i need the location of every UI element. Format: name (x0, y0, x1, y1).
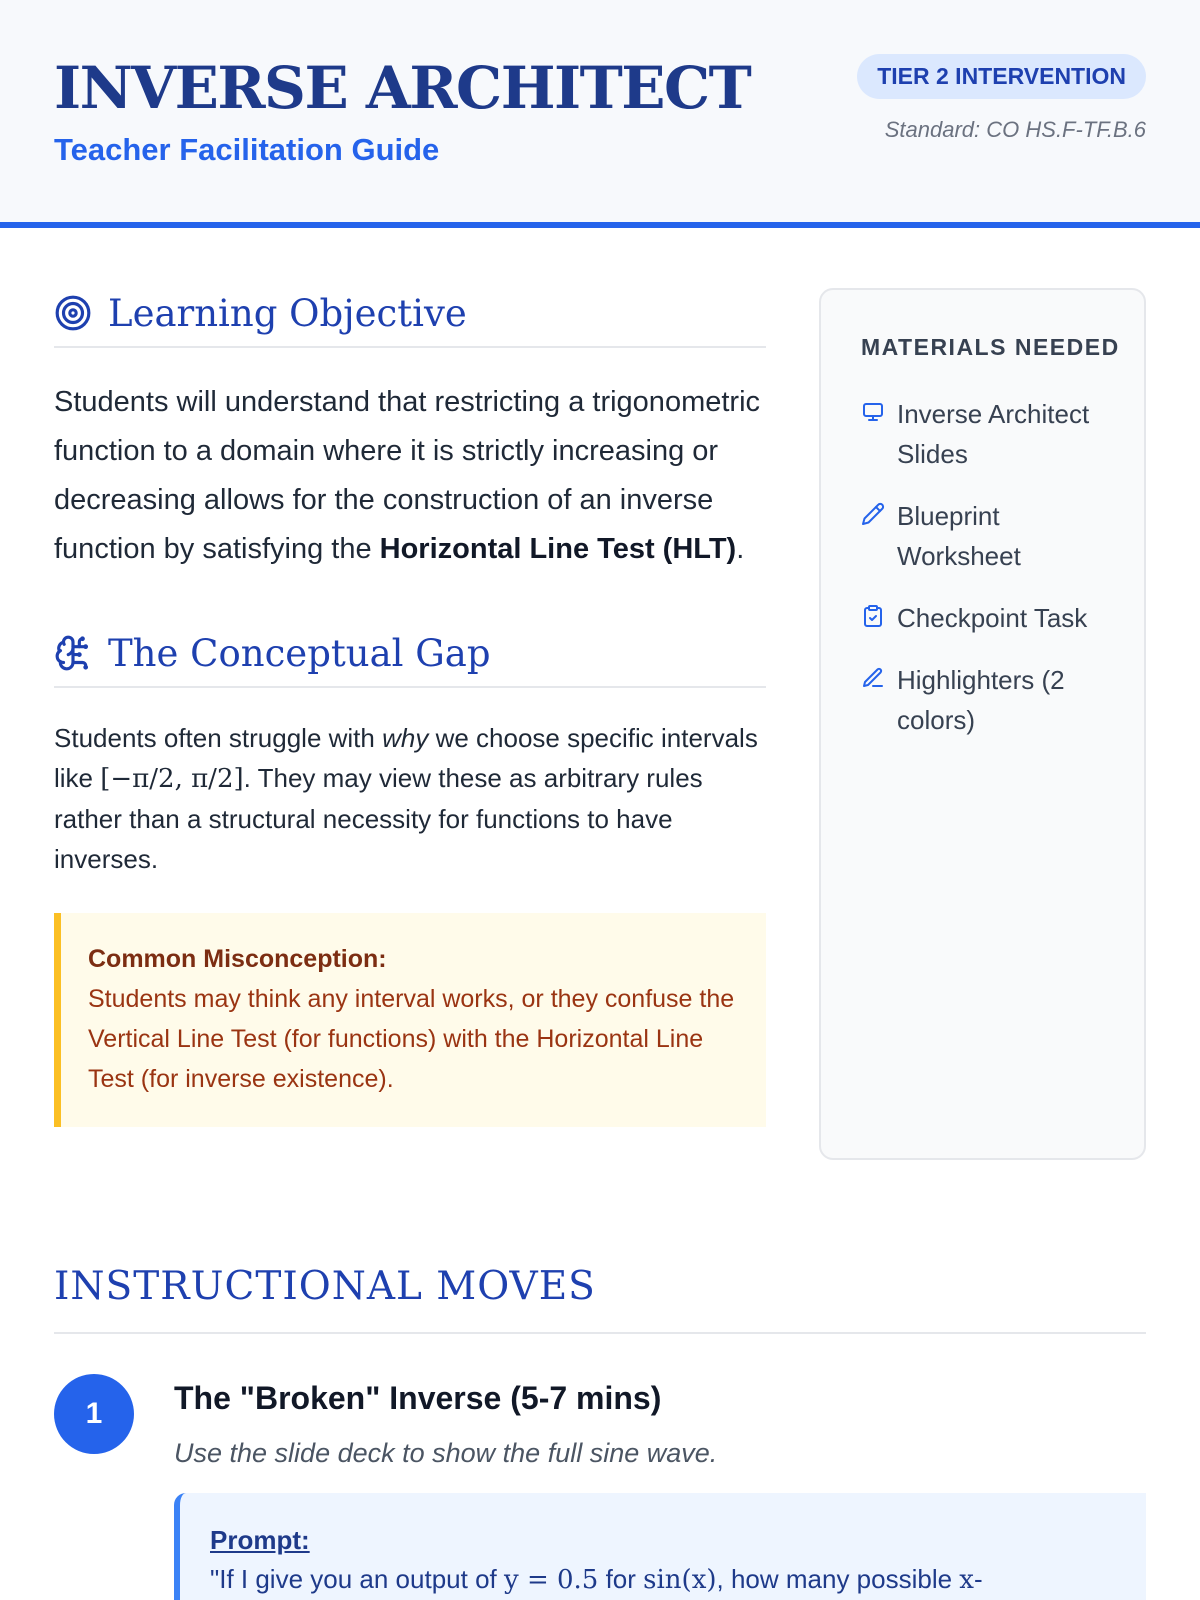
materials-panel (819, 288, 1146, 1160)
materials-item (861, 598, 1120, 638)
presentation-icon (861, 400, 885, 424)
target-icon (54, 294, 92, 332)
materials-item-label: Blueprint Worksheet (897, 501, 1021, 571)
gap-heading-text: The Conceptual Gap (108, 631, 491, 675)
gap-text-part: Students often struggle with (54, 723, 383, 753)
materials-item-label: Inverse Architect Slides (897, 399, 1090, 469)
prompt-box (174, 1493, 1146, 1600)
prompt-text-part: , how many possible (716, 1564, 960, 1594)
page-subtitle: Teacher Facilitation Guide (54, 132, 440, 167)
prompt-math: x (959, 1565, 974, 1595)
gap-text (54, 718, 766, 879)
prompt-math: y = 0.5 (503, 1565, 599, 1595)
prompt-text-part: for (598, 1564, 644, 1594)
pencil-icon (861, 502, 885, 526)
highlighter-icon (861, 666, 885, 690)
gap-text-part: we choose specific intervals like (54, 723, 758, 793)
clipboard-check-icon (861, 604, 885, 628)
gap-heading (54, 620, 766, 688)
misconception-body: Students may think any interval works, or they confuse the Vertical Line Test (for functions) with the Horizontal Line Test (for inverse existence). (88, 985, 735, 1093)
objective-text-end: . (736, 533, 745, 565)
prompt-text-part: - (973, 1564, 983, 1594)
moves-heading: INSTRUCTIONAL MOVES (54, 1264, 1146, 1334)
prompt-text (210, 1559, 1116, 1600)
misconception-title: Common Misconception: (88, 945, 387, 973)
instructional-moves (54, 1264, 1146, 1600)
step-description: Use the slide deck to show the full sine wave. (174, 1438, 718, 1468)
prompt-label: Prompt: (210, 1525, 310, 1555)
misconception-callout (54, 913, 766, 1127)
materials-item (861, 660, 1120, 740)
page-header (0, 0, 1200, 228)
objective-heading (54, 280, 766, 348)
materials-item (861, 394, 1120, 474)
objective-hlt-bold: Horizontal Line Test (HLT) (379, 533, 737, 565)
materials-title: MATERIALS NEEDED (861, 334, 1120, 360)
materials-item-label: Checkpoint Task (897, 603, 1088, 633)
gap-interval-math: [−π/2, π/2] (100, 764, 244, 794)
step-title: The "Broken" Inverse (5-7 mins) (174, 1380, 662, 1416)
page-title: INVERSE ARCHITECT (54, 54, 751, 122)
standard-label: Standard: CO HS.F-TF.B.6 (884, 117, 1146, 142)
gap-text-why: why (382, 723, 429, 753)
objective-text (54, 378, 766, 574)
main-content (54, 280, 766, 1127)
step-number-badge: 1 (54, 1374, 134, 1454)
gap-text-part: . They may view these as arbitrary rules rather than a structural necessity for functions to have inverses. (54, 763, 703, 874)
materials-item-label: Highlighters (2 colors) (897, 665, 1065, 735)
prompt-text-part: "If I give you an output of (210, 1564, 504, 1594)
brain-icon (54, 634, 92, 672)
objective-heading-text: Learning Objective (108, 291, 467, 335)
tier-badge: TIER 2 INTERVENTION (857, 54, 1146, 99)
materials-item (861, 496, 1120, 576)
step-item (54, 1374, 1146, 1600)
objective-text-part: Students will understand that restricting a trigonometric function to a domain where it is strictly increasing or decreasing allows for the construction of an inverse function by satisfying the (54, 386, 761, 565)
prompt-math: sin(x) (643, 1565, 717, 1595)
